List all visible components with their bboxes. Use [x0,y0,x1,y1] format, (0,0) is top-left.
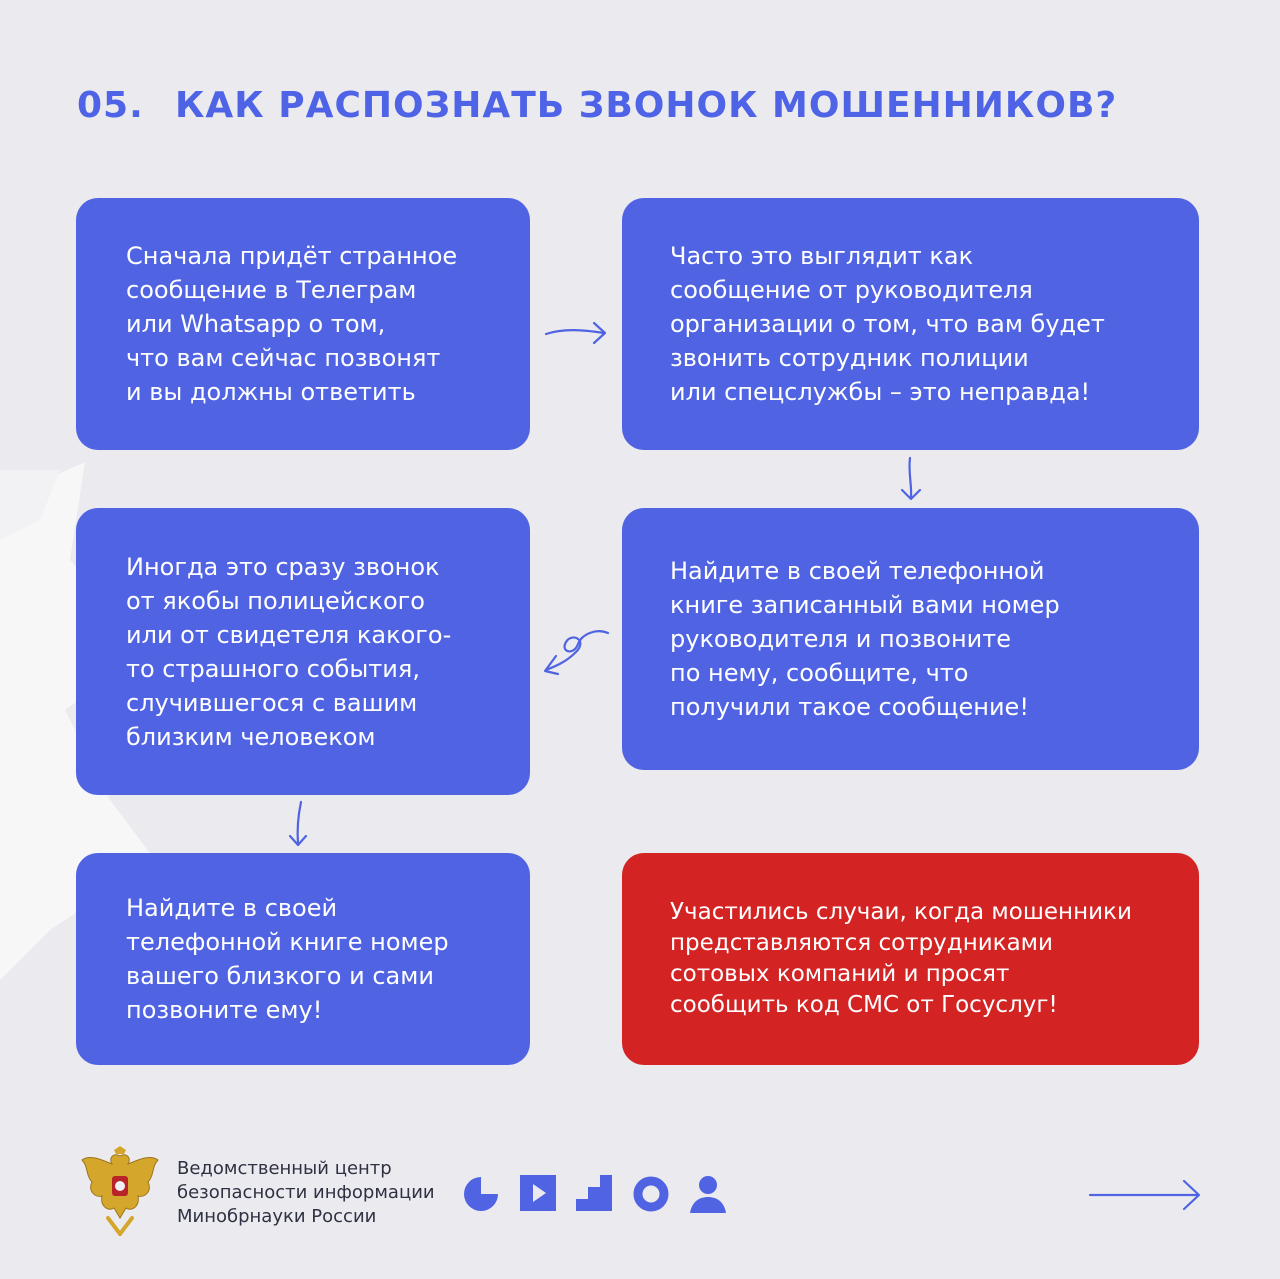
org-name-line: Ведомственный центр [177,1158,392,1179]
step-card-strange-message [76,198,530,450]
page-header [77,80,1117,130]
play-icon [520,1175,556,1211]
coat-of-arms-icon [78,1146,162,1236]
arrow-down-icon [896,456,926,504]
arrow-curl-left-icon [538,626,612,678]
card-text: Найдите в своей телефонной книге записанный вами номер руководителя и позвоните по нему, сообщите, что получили такое сообщение! [670,557,1060,721]
org-name [177,1157,435,1229]
arrow-right-icon [544,316,610,350]
ring-icon [632,1175,670,1213]
arrow-down-icon [284,800,314,850]
pie-icon [462,1175,500,1213]
brand-icons [462,1175,726,1213]
org-name-line: Минобрнауки России [177,1206,377,1227]
step-card-call-boss [622,508,1199,770]
step-card-call-relative [76,853,530,1065]
section-number: 05. [77,84,144,126]
card-text: Часто это выглядит как сообщение от руководителя организации о том, что вам будет звонить сотрудник полиции или спецслужбы – это неправда! [670,242,1105,406]
arrow-right-icon[interactable] [1088,1178,1202,1212]
org-name-line: безопасности информации [177,1182,435,1203]
card-text: Сначала придёт странное сообщение в Телеграм или Whatsapp о том, что вам сейчас позвонят и вы должны ответить [126,242,458,406]
step-card-boss-message [622,198,1199,450]
step-card-direct-call [76,508,530,795]
person-icon [690,1175,726,1213]
page-title: КАК РАСПОЗНАТЬ ЗВОНОК МОШЕННИКОВ? [175,84,1118,126]
stairs-icon [576,1175,612,1211]
card-text: Участились случаи, когда мошенники представляются сотрудниками сотовых компаний и просят сообщить код СМС от Госуслуг! [670,899,1132,1018]
card-text: Найдите в своей телефонной книге номер вашего близкого и сами позвоните ему! [126,894,449,1024]
card-text: Иногда это сразу звонок от якобы полицейского или от свидетеля какого- то страшного события, случившегося с вашим близким человеком [126,552,452,751]
warning-card-gosuslugi [622,853,1199,1065]
